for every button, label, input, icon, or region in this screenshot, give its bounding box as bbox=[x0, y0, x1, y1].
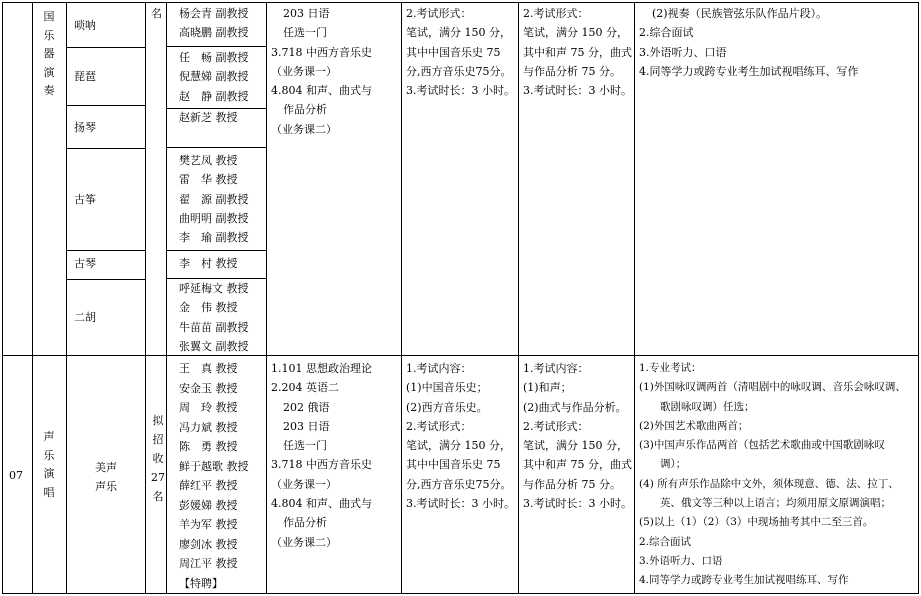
teacher: 高晓鹏 副教授 bbox=[179, 26, 249, 40]
col-divider-code bbox=[32, 2, 33, 594]
subject-line: （业务课一） bbox=[271, 477, 337, 491]
retest-details bbox=[639, 359, 906, 591]
col-divider-category bbox=[66, 2, 67, 594]
second-exam-details bbox=[523, 4, 632, 100]
enrollment-plan: 拟招收27名 bbox=[151, 414, 165, 503]
exam-line: (2)曲式与作品分析。 bbox=[523, 400, 627, 414]
subject-line: 作品分析 bbox=[283, 103, 327, 117]
exam-line: 2.考试形式： bbox=[406, 419, 472, 433]
col-divider-first-exam bbox=[518, 2, 519, 594]
subject-line: （业务课二） bbox=[271, 122, 337, 136]
exam-line: 笔试，满分 150 分， bbox=[523, 26, 628, 40]
subject-line: 203 日语 bbox=[283, 7, 330, 20]
subject-line: 2.204 英语二 bbox=[271, 381, 339, 395]
instrument-name: 唢呐 bbox=[74, 19, 96, 32]
teacher: 雷 华 教授 bbox=[179, 173, 238, 187]
subject-line: 作品分析 bbox=[283, 516, 327, 530]
col-divider-subjects bbox=[401, 2, 402, 594]
exam-line: 3.考试时长：3 小时。 bbox=[406, 497, 515, 511]
exam-line: (1)中国音乐史； bbox=[406, 381, 488, 395]
instrument-name: 古琴 bbox=[74, 257, 96, 270]
teacher-list bbox=[179, 279, 249, 356]
teacher: 鲜于越歌 教授 bbox=[179, 459, 249, 473]
subject-line: 1.101 思想政治理论 bbox=[271, 362, 372, 375]
exam-line: 笔试，满分 150 分， bbox=[406, 439, 511, 453]
instrument-name: 古筝 bbox=[74, 193, 96, 206]
exam-line: 分,西方音乐史75分。 bbox=[406, 64, 512, 78]
exam-subjects bbox=[271, 4, 372, 139]
instrument-name: 二胡 bbox=[74, 311, 96, 324]
section-divider bbox=[2, 355, 919, 356]
teacher-list bbox=[179, 254, 238, 273]
exam-line: 分,西方音乐史75分。 bbox=[406, 477, 512, 491]
subject-line: 4.804 和声、曲式与 bbox=[271, 84, 372, 98]
exam-line: (2)西方音乐史。 bbox=[406, 400, 488, 414]
subject-line: 202 俄语 bbox=[283, 400, 330, 414]
col-divider-teachers bbox=[266, 2, 267, 594]
teacher: 廖剑冰 教授 bbox=[179, 537, 238, 551]
retest-line: 3.外语听力、口语 bbox=[639, 554, 723, 567]
exam-line: 与作品分析 75 分。 bbox=[523, 477, 621, 491]
subject-line: 3.718 中西方音乐史 bbox=[271, 45, 372, 59]
category-label: 声乐演唱 bbox=[43, 430, 55, 499]
instrument-divider bbox=[66, 105, 146, 106]
retest-line: 2.综合面试 bbox=[639, 26, 694, 40]
teacher: 羊为军 教授 bbox=[179, 518, 238, 531]
instrument-divider bbox=[66, 279, 146, 280]
subject-line: 203 日语 bbox=[283, 419, 330, 433]
teacher: 冯力斌 教授 bbox=[179, 420, 238, 434]
exam-line: 其中中国音乐史 75 bbox=[406, 45, 501, 59]
teacher: 曲明明 副教授 bbox=[179, 211, 249, 225]
exam-line: (1)和声； bbox=[523, 381, 572, 395]
retest-line: 4.同等学力或跨专业考生加试视唱练耳、写作 bbox=[639, 574, 849, 587]
teacher: 李 村 教授 bbox=[179, 257, 238, 270]
teacher: 周 玲 教授 bbox=[179, 401, 238, 414]
teacher: 赵 静 副教授 bbox=[179, 89, 249, 103]
retest-line: 歌剧咏叹调）任选； bbox=[660, 400, 755, 413]
teacher: 周江平 教授 bbox=[179, 557, 238, 570]
table-border-left bbox=[2, 2, 3, 594]
retest-details bbox=[639, 4, 859, 81]
category-label: 国乐器演奏 bbox=[43, 10, 55, 97]
exam-subjects bbox=[271, 359, 372, 552]
teacher: 呼延梅文 教授 bbox=[179, 282, 249, 295]
first-exam-details bbox=[406, 359, 515, 513]
teacher: 牛苗苗 副教授 bbox=[179, 320, 249, 334]
retest-line: 4.同等学力或跨专业考生加试视唱练耳、写作 bbox=[639, 64, 859, 78]
teacher: 樊艺凤 教授 bbox=[179, 154, 238, 167]
exam-line: 笔试，满分 150 分， bbox=[523, 439, 628, 453]
teacher-group-divider bbox=[166, 46, 267, 47]
subject-line: 3.718 中西方音乐史 bbox=[271, 458, 372, 472]
teacher-group-divider bbox=[166, 147, 267, 148]
subject-line: 任选一门 bbox=[283, 26, 327, 40]
teacher-list bbox=[179, 108, 238, 127]
teacher: 李 瑜 副教授 bbox=[179, 231, 249, 245]
teacher: 张翼文 副教授 bbox=[179, 339, 249, 353]
table-border-top bbox=[2, 2, 919, 3]
retest-line: (2)外国艺术歌曲两首； bbox=[639, 419, 749, 432]
teacher-note: 【特聘】 bbox=[179, 576, 223, 590]
instrument-divider bbox=[66, 148, 146, 149]
instrument-divider bbox=[66, 250, 146, 251]
retest-line: 英、俄文等三种以上语言；均须用原文原调演唱； bbox=[660, 497, 891, 510]
exam-line: 2.考试形式： bbox=[523, 419, 589, 433]
teacher: 倪慧娣 副教授 bbox=[179, 70, 249, 84]
teacher: 彭媛娣 教授 bbox=[179, 498, 238, 512]
retest-line: 调）； bbox=[660, 458, 687, 471]
teacher-list bbox=[179, 151, 249, 247]
exam-line: 其中和声 75 分，曲式 bbox=[523, 458, 632, 472]
exam-line: 2.考试形式： bbox=[406, 7, 472, 20]
teacher-group-divider bbox=[166, 250, 267, 251]
second-exam-details bbox=[523, 359, 632, 513]
retest-line: 2.综合面试 bbox=[639, 535, 692, 548]
teacher-list bbox=[179, 48, 249, 106]
teacher: 任 畅 副教授 bbox=[179, 51, 249, 64]
retest-line: 1.专业考试： bbox=[639, 362, 702, 374]
plan-fragment: 名 bbox=[151, 7, 162, 20]
exam-line: 其中和声 75 分，曲式 bbox=[523, 45, 632, 59]
exam-line: 笔试，满分 150 分， bbox=[406, 26, 511, 40]
exam-line: 3.考试时长：3 小时。 bbox=[523, 84, 632, 98]
exam-line: 3.考试时长：3 小时。 bbox=[406, 84, 515, 98]
direction-line: 声乐 bbox=[95, 480, 117, 494]
retest-line: (4) 所有声乐作品除中文外，须体现意、德、法、拉丁、 bbox=[639, 477, 899, 490]
retest-line: (5)以上（1）（2）（3）中现场抽考其中二至三首。 bbox=[639, 516, 874, 529]
teacher: 薛红平 教授 bbox=[179, 479, 238, 492]
exam-line: 2.考试形式： bbox=[523, 7, 589, 20]
subject-line: 任选一门 bbox=[283, 439, 327, 453]
retest-line: (3)中国声乐作品两首（包括艺术歌曲或中国歌剧咏叹 bbox=[639, 439, 885, 452]
col-divider-direction bbox=[145, 2, 146, 594]
direction-label bbox=[95, 458, 117, 497]
program-code: 07 bbox=[9, 469, 23, 482]
exam-line: 其中中国音乐史 75 bbox=[406, 458, 501, 472]
retest-line: (1)外国咏叹调两首（清唱剧中的咏叹调、音乐会咏叹调、 bbox=[639, 381, 906, 394]
table-border-right bbox=[918, 2, 919, 594]
instrument-name: 琵琶 bbox=[74, 70, 96, 83]
teacher: 杨会青 副教授 bbox=[179, 7, 249, 20]
first-exam-details bbox=[406, 4, 515, 100]
exam-line: 1.考试内容： bbox=[523, 362, 589, 375]
table-border-bottom bbox=[2, 593, 919, 594]
teacher: 陈 勇 教授 bbox=[179, 440, 238, 453]
subject-line: （业务课二） bbox=[271, 535, 337, 549]
exam-line: 与作品分析 75 分。 bbox=[523, 64, 621, 78]
teacher: 赵新芝 教授 bbox=[179, 111, 238, 124]
instrument-name: 扬琴 bbox=[74, 121, 96, 134]
exam-line: 1.考试内容： bbox=[406, 362, 472, 375]
col-divider-second-exam bbox=[634, 2, 635, 594]
teacher-list bbox=[179, 359, 249, 593]
teacher: 安金玉 教授 bbox=[179, 381, 238, 395]
exam-line: 3.考试时长：3 小时。 bbox=[523, 497, 632, 511]
teacher: 翟 源 副教授 bbox=[179, 192, 249, 206]
teacher: 王 真 教授 bbox=[179, 362, 238, 375]
retest-line: (2)视奏（民族管弦乐队作品片段）。 bbox=[652, 7, 828, 20]
col-divider-plan bbox=[166, 2, 167, 594]
subject-line: （业务课一） bbox=[271, 64, 337, 78]
instrument-divider bbox=[66, 47, 146, 48]
retest-line: 3.外语听力、口语 bbox=[639, 45, 727, 59]
teacher: 金 伟 教授 bbox=[179, 301, 238, 315]
direction-line: 美声 bbox=[95, 461, 117, 474]
teacher-list bbox=[179, 4, 249, 43]
subject-line: 4.804 和声、曲式与 bbox=[271, 497, 372, 511]
